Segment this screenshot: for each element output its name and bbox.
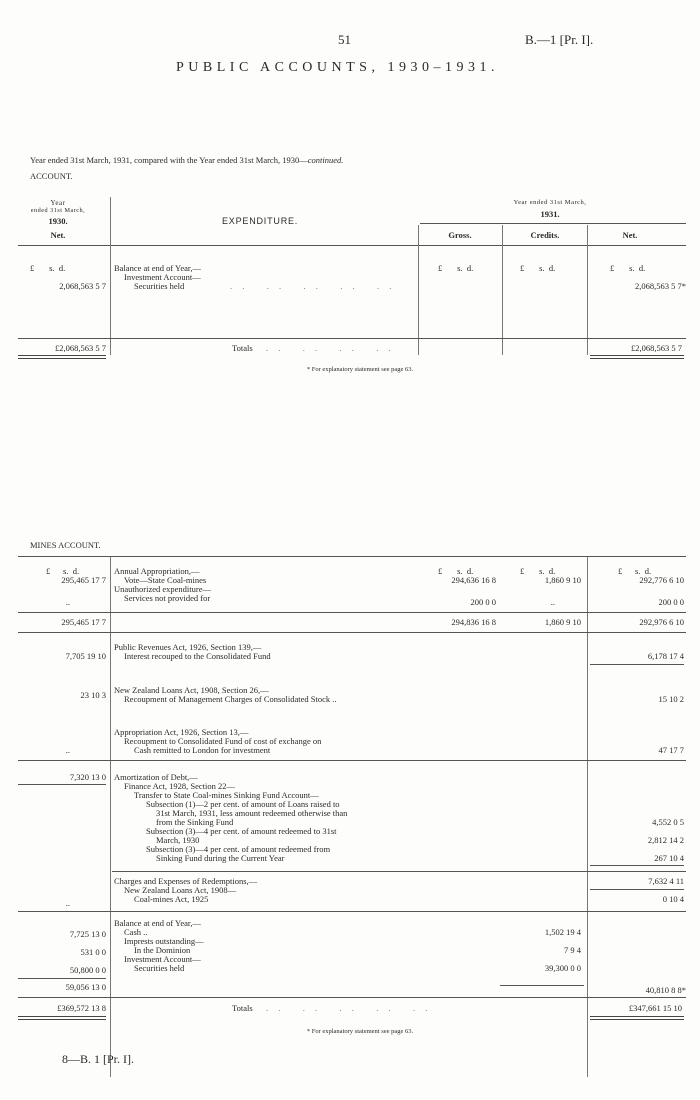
row-nzla2-label: New Zealand Loans Act, 1908— — [124, 885, 237, 895]
row-dominion-credits: 7 9 4 — [564, 945, 581, 955]
bal-credits-rule — [500, 985, 584, 986]
mines-totals-net: £347,661 15 10 — [628, 1003, 682, 1013]
mines-totals-double-rule-prev — [18, 1016, 106, 1020]
row-aa2-label: Cash remitted to London for investment — [134, 745, 271, 755]
top-totals-prev: £2,068,563 5 7 — [55, 343, 106, 353]
cur-year-header-1: Year ended 31st March, — [513, 199, 587, 206]
row-services-prev: .. — [65, 597, 70, 607]
row-recoup-prev: 23 10 3 — [80, 690, 106, 700]
gross-header: Gross. — [448, 230, 472, 240]
row-imprests-label: Imprests outstanding— — [124, 936, 204, 946]
top-totals-rule — [18, 338, 686, 339]
amort-net-rule — [590, 865, 684, 866]
row-recoup-label: Recoupment of Management Charges of Consolidated Stock .. — [124, 694, 337, 704]
row-s3a-label: Subsection (3)—4 per cent. of amount redeemed to 31st — [146, 826, 337, 836]
expenditure-header: EXPENDITURE. — [222, 216, 299, 226]
top-row-securities: Securities held — [134, 281, 185, 291]
coal-rule — [18, 911, 686, 912]
row-aa2-net: 47 17 7 — [658, 745, 684, 755]
row-services-label: Services not provided for — [124, 593, 211, 603]
top-col-divider-1 — [110, 197, 111, 355]
row-vote-credits: 1,860 9 10 — [544, 575, 581, 585]
row-s1b-label: 31st March, 1931, less amount redeemed otherwise than — [156, 808, 348, 818]
aa-rule — [18, 760, 686, 761]
top-row-investment: Investment Account— — [124, 272, 201, 282]
row-sec-label: Securities held — [134, 963, 185, 973]
footer-signature: 8—B. 1 [Pr. I]. — [62, 1052, 134, 1066]
credits-header: Credits. — [530, 230, 560, 240]
page-number: 51 — [338, 32, 351, 47]
mines-totals-prev: £369,572 13 8 — [57, 1003, 106, 1013]
document-reference: B.—1 [Pr. I]. — [525, 32, 594, 47]
top-col-divider-3 — [502, 225, 503, 355]
intro-continued: continued. — [307, 155, 344, 165]
account-label: ACCOUNT. — [30, 171, 73, 181]
prev-year-header-net: Net. — [50, 230, 66, 240]
row-vote-net: 292,776 6 10 — [639, 575, 684, 585]
top-securities-prev: 2,068,563 5 7 — [59, 281, 106, 291]
cur-year-rule — [420, 223, 686, 224]
prev-year-header-2: ended 31st March, — [30, 207, 86, 214]
top-footnote: * For explanatory statement see page 63. — [306, 366, 414, 373]
row-amort-label: Amortization of Debt,— — [114, 772, 198, 782]
amort-section-rule — [112, 871, 686, 872]
mines-credits-units: £ s. d. — [520, 566, 556, 576]
row-vote-gross: 294,636 16 8 — [451, 575, 496, 585]
row-aa-label: Appropriation Act, 1926, Section 13,— — [114, 727, 249, 737]
charges-net-rule — [590, 889, 684, 890]
row-annual-label: Annual Appropriation,— — [114, 566, 200, 576]
row-cash-prev: 7,725 13 0 — [69, 929, 106, 939]
row-cash-credits: 1,502 19 4 — [544, 927, 581, 937]
prev-year-header-1: Year — [50, 199, 66, 207]
totals-dots: . . . . . . . . — [266, 343, 395, 353]
row-s3c-label: Subsection (3)—4 per cent. of amount redeemed from — [146, 844, 331, 854]
row-services-gross: 200 0 0 — [470, 597, 496, 607]
row-fa-label: Finance Act, 1928, Section 22— — [124, 781, 235, 791]
prev-year-header-3: 1930. — [48, 216, 68, 226]
net-units: £ s. d. — [610, 263, 646, 273]
mines-net-units: £ s. d. — [618, 566, 652, 576]
row-subtotal-prev: 295,465 17 7 — [61, 617, 106, 627]
mines-footnote: * For explanatory statement see page 63. — [306, 1028, 414, 1035]
intro-line — [30, 155, 343, 165]
row-interest-label: Interest recouped to the Consolidated Fund — [124, 651, 271, 661]
row-s3b-net: 2,812 14 2 — [647, 835, 684, 845]
prev-units: £ s. d. — [30, 263, 66, 273]
top-totals-net: £2,068,563 5 7 — [631, 343, 682, 353]
top-col-divider-2 — [418, 225, 419, 355]
row-interest-net: 6,178 17 4 — [647, 651, 684, 661]
subtotal-rule-bottom — [18, 632, 686, 633]
top-row-balance: Balance at end of Year,— — [114, 263, 201, 273]
row-sec-credits: 39,300 0 0 — [544, 963, 581, 973]
row-s1c-label: from the Sinking Fund — [156, 817, 234, 827]
row-bal-label: Balance at end of Year,— — [114, 918, 201, 928]
row-transfer-label: Transfer to State Coal-mines Sinking Fund Account— — [134, 790, 319, 800]
leader-dots: . . . . . . . . . . — [230, 281, 396, 291]
row-s3d-label: Sinking Fund during the Current Year — [156, 853, 285, 863]
row-vote-prev: 295,465 17 7 — [61, 575, 106, 585]
row-interest-prev: 7,705 19 10 — [65, 651, 106, 661]
mines-prev-units: £ s. d. — [46, 566, 80, 576]
gross-units: £ s. d. — [438, 263, 474, 273]
top-totals-double-rule-net — [590, 355, 684, 359]
row-charges-label: Charges and Expenses of Redemptions,— — [114, 876, 258, 886]
mines-gross-units: £ s. d. — [438, 566, 474, 576]
interest-rule — [590, 664, 684, 665]
row-s1c-net: 4,552 0 5 — [652, 817, 684, 827]
row-unauth-label: Unauthorized expenditure— — [114, 584, 212, 594]
row-coal-prev: .. — [65, 898, 70, 908]
row-aa2-prev: .. — [65, 745, 70, 755]
row-s3b-label: March, 1930 — [156, 835, 200, 845]
amort-prev-rule — [18, 784, 106, 785]
mines-col-divider-4 — [587, 557, 588, 1077]
top-totals-label: Totals — [232, 343, 253, 353]
mines-col-divider-1 — [110, 557, 111, 1077]
row-sec-prev: 50,800 0 0 — [69, 965, 106, 975]
subtotal-rule-top — [18, 612, 686, 613]
row-bal-total-prev: 59,056 13 0 — [65, 982, 106, 992]
row-inv-label: Investment Account— — [124, 954, 201, 964]
mines-top-rule — [18, 556, 686, 557]
net-header: Net. — [622, 230, 638, 240]
top-totals-double-rule — [18, 355, 106, 359]
row-subtotal-credits: 1,860 9 10 — [544, 617, 581, 627]
row-coal-net: 0 10 4 — [662, 894, 684, 904]
page-title: PUBLIC ACCOUNTS, 1930–1931. — [176, 60, 499, 75]
row-s1a-label: Subsection (1)—2 per cent. of amount of Loans raised to — [146, 799, 340, 809]
row-amort-prev: 7,320 13 0 — [69, 772, 106, 782]
totals-rule — [18, 997, 686, 998]
credits-units: £ s. d. — [520, 263, 556, 273]
row-bal-total-net: 40,810 8 8* — [645, 985, 686, 995]
row-s3d-net: 267 10 4 — [654, 853, 684, 863]
row-coal-label: Coal-mines Act, 1925 — [134, 894, 209, 904]
row-recoup-net: 15 10 2 — [658, 694, 684, 704]
mines-title: MINES ACCOUNT. — [30, 540, 101, 550]
row-cash-label: Cash .. — [124, 927, 148, 937]
header-bottom-rule — [18, 245, 686, 246]
bal-prev-rule — [18, 978, 106, 979]
intro-text: Year ended 31st March, 1931, compared with the Year ended 31st March, 1930— — [30, 155, 308, 165]
row-subtotal-gross: 294,836 16 8 — [451, 617, 496, 627]
row-subtotal-net: 292,976 6 10 — [639, 617, 684, 627]
row-services-credits: .. — [550, 597, 555, 607]
row-dominion-label: In the Dominion — [134, 945, 191, 955]
mines-totals-label: Totals — [232, 1003, 253, 1013]
row-vote-label: Vote—State Coal-mines — [124, 575, 207, 585]
row-amort-total-net: 7,632 4 11 — [648, 876, 684, 886]
mines-totals-double-rule-net — [590, 1016, 684, 1020]
row-aa1-label: Recoupment to Consolidated Fund of cost of exchange on — [124, 736, 322, 746]
cur-year-header-2: 1931. — [540, 209, 560, 219]
row-dominion-prev: 531 0 0 — [80, 947, 106, 957]
row-nzla-label: New Zealand Loans Act, 1908, Section 26,— — [114, 685, 269, 695]
row-services-net: 200 0 0 — [658, 597, 684, 607]
top-securities-net: 2,068,563 5 7* — [635, 281, 686, 291]
row-pra-label: Public Revenues Act, 1926, Section 139,— — [114, 642, 262, 652]
mines-totals-dots: . . . . . . . . . . — [266, 1003, 432, 1013]
